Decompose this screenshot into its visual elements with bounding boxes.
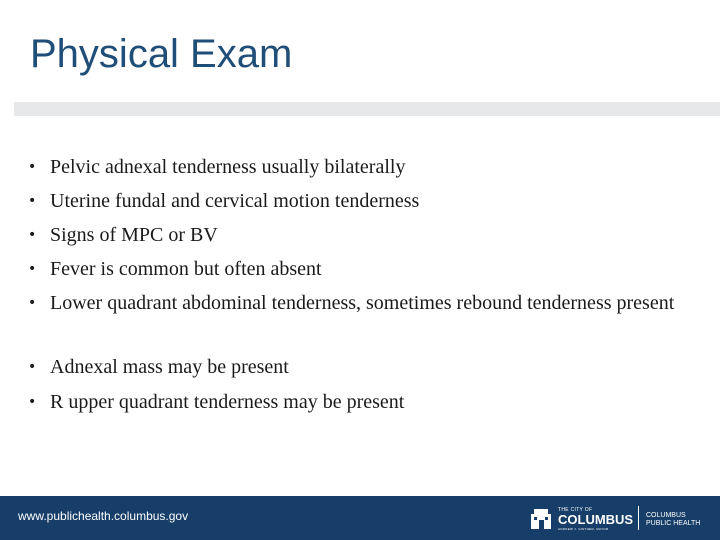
bullet-marker: • — [28, 359, 37, 375]
bullet-text: Fever is common but often absent — [50, 258, 322, 280]
bullet-text: Uterine fundal and cervical motion tenderness — [50, 190, 420, 212]
bullet-marker: • — [28, 193, 37, 209]
bullet-marker: • — [28, 295, 37, 311]
bullet-text: Adnexal mass may be present — [50, 356, 289, 378]
bullet-text: Signs of MPC or BV — [50, 224, 218, 246]
bullet-marker: • — [28, 159, 37, 175]
logo-tagline: ANDREW J. GINTHER, MAYOR — [558, 527, 609, 531]
logo-right-line1: COLUMBUS — [646, 512, 686, 519]
logo-small-text: THE CITY OF — [558, 507, 593, 513]
logo-columbus-text: COLUMBUS — [558, 512, 634, 527]
bullet-marker: • — [28, 394, 37, 410]
columbus-logo — [530, 504, 710, 534]
logo-right-line2: PUBLIC HEALTH — [646, 520, 701, 527]
bullet-text: Lower quadrant abdominal tenderness, sometimes rebound tenderness present — [50, 292, 675, 314]
bullet-text: R upper quadrant tenderness may be present — [50, 391, 405, 413]
footer-url-link[interactable]: www.publichealth.columbus.gov — [18, 509, 189, 523]
bullet-marker: • — [28, 261, 37, 277]
footer-bar — [0, 496, 720, 540]
logo-divider — [638, 506, 639, 530]
bullet-text: Pelvic adnexal tenderness usually bilaterally — [50, 156, 406, 178]
title-divider — [14, 102, 720, 116]
slide-title: Physical Exam — [30, 32, 293, 76]
city-building-icon — [530, 506, 552, 530]
bullet-marker: • — [28, 227, 37, 243]
